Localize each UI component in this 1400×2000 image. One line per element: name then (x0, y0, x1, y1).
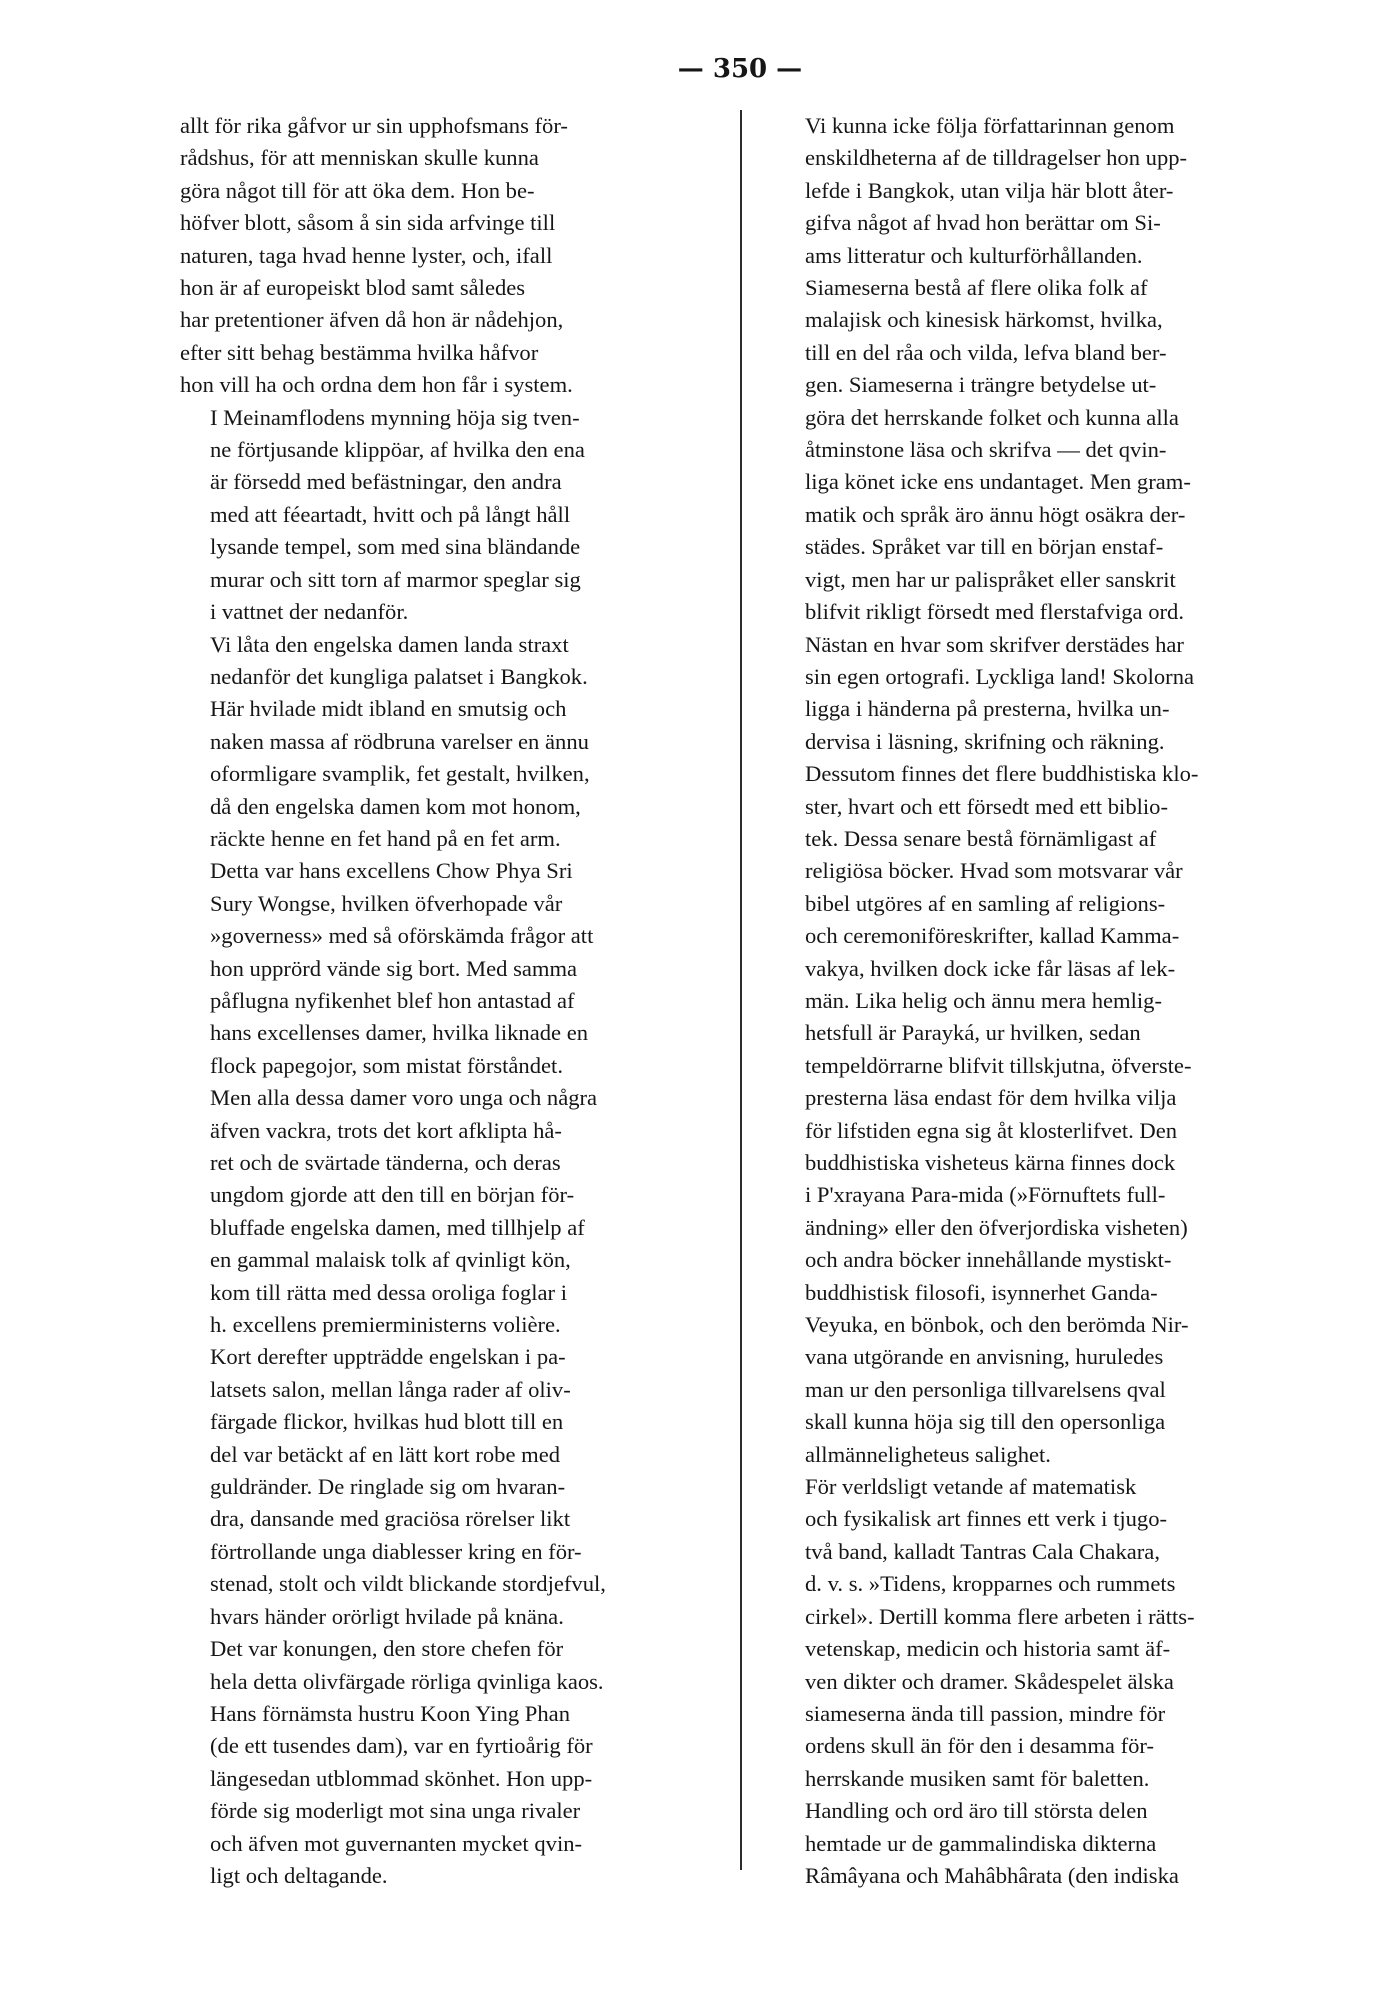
text-line: I Meinamflodens mynning höja sig tven- (210, 404, 580, 430)
paragraph (775, 1471, 1307, 1892)
text-line: sin egen ortografi. Lyckliga land! Skolorna (805, 663, 1195, 689)
column-divider (740, 110, 742, 1870)
text-line: vana utgörande en anvisning, huruledes (805, 1344, 1164, 1370)
text-line: naken massa af rödbruna varelser en ännu (210, 728, 589, 754)
text-line: ven dikter och dramer. Skådespelet älska (805, 1668, 1174, 1694)
text-line: del var betäckt af en lätt kort robe med (210, 1441, 561, 1467)
text-line: ligt och deltagande. (210, 1862, 388, 1888)
text-line: i P'xrayana Para-mida (»Förnuftets full- (805, 1182, 1166, 1208)
text-line: ordens skull än för den i desamma för- (805, 1733, 1155, 1759)
text-line: liga könet icke ens undantaget. Men gram- (805, 469, 1191, 495)
text-line: lefde i Bangkok, utan vilja här blott åter- (805, 177, 1174, 203)
text-line: Hans förnämsta hustru Koon Ying Phan (210, 1700, 570, 1726)
text-line: hon är af europeiskt blod samt således (180, 275, 526, 301)
text-line: vakya, hvilken dock icke får läsas af lek- (805, 955, 1176, 981)
text-line: »governess» med så oförskämda frågor att (210, 923, 594, 949)
text-line: städes. Språket var till en början enstaf- (805, 534, 1164, 560)
text-line: lysande tempel, som med sina bländande (210, 534, 581, 560)
text-line: Siameserna bestå af flere olika folk af (805, 275, 1148, 301)
text-line: Kort derefter uppträdde engelskan i pa- (210, 1344, 566, 1370)
text-line: stenad, stolt och vildt blickande stordjefvul, (210, 1571, 606, 1597)
text-line: i vattnet der nedanför. (210, 599, 409, 625)
text-line: bibel utgöres af en samling af religions- (805, 890, 1166, 916)
text-line: hon vill ha och ordna dem hon får i system. (180, 372, 573, 398)
text-line: ret och de svärtade tänderna, och deras (210, 1150, 561, 1175)
text-line: Sury Wongse, hvilken öfverhopade vår (210, 890, 563, 916)
text-line: hela detta olivfärgade rörliga qvinliga kaos. (210, 1668, 604, 1694)
text-line: och andra böcker innehållande mystiskt- (805, 1247, 1172, 1273)
text-line: påflugna nyfikenhet blef hon antastad af (210, 987, 575, 1013)
text-line: Nästan en hvar som skrifver derstädes har (805, 631, 1184, 657)
text-line: Här hvilade midt ibland en smutsig och (210, 696, 567, 722)
text-line: är försedd med befästningar, den andra (210, 469, 562, 495)
left-column (180, 110, 712, 1892)
text-line: åtminstone läsa och skrifva — det qvin- (805, 437, 1167, 463)
text-line: herrskande musiken samt för baletten. (805, 1765, 1150, 1791)
text-line: Dessutom finnes det flere buddhistiska klo- (805, 761, 1199, 787)
text-line: vigt, men har ur palispråket eller sanskrit (805, 566, 1176, 592)
text-line: hemtade ur de gammalindiska dikterna (805, 1830, 1157, 1856)
text-line: kom till rätta med dessa oroliga foglar i (210, 1279, 568, 1305)
text-line: med att féeartadt, hvitt och på långt håll (210, 501, 571, 527)
text-line: guldränder. De ringlade sig om hvaran- (210, 1474, 566, 1500)
text-line: ne förtjusande klippöar, af hvilka den ena (210, 437, 585, 463)
text-line: för lifstiden egna sig åt klosterlifvet. Den (805, 1117, 1178, 1143)
page-number: — 350 — (677, 54, 803, 84)
text-line: nedanför det kungliga palatset i Bangkok. (210, 663, 588, 689)
text-line: flock papegojor, som mistat förståndet. (210, 1052, 563, 1078)
text-line: siameserna ända till passion, mindre för (805, 1700, 1166, 1726)
text-line: Vi låta den engelska damen landa straxt (210, 631, 569, 657)
text-line: färgade flickor, hvilkas hud blott till en (210, 1409, 564, 1435)
text-line: blifvit rikligt försedt med flerstafviga ord. (805, 599, 1184, 625)
paragraph (180, 110, 712, 402)
text-line: höfver blott, såsom å sin sida arfvinge till (180, 210, 556, 236)
text-line: då den engelska damen kom mot honom, (210, 793, 581, 819)
text-line: gifva något af hvad hon berättar om Si- (805, 210, 1161, 236)
text-line: göra det herrskande folket och kunna alla (805, 404, 1179, 430)
paragraph (180, 629, 712, 1893)
text-line: bluffade engelska damen, med tillhjelp af (210, 1214, 585, 1240)
text-line: förde sig moderligt mot sina unga rivaler (210, 1798, 581, 1824)
text-line: Râmâyana och Mahâbhârata (den indiska (805, 1862, 1179, 1888)
text-line: och fysikalisk art finnes ett verk i tjugo- (805, 1506, 1168, 1532)
text-line: till en del råa och vilda, lefva bland ber- (805, 339, 1167, 365)
text-line: murar och sitt torn af marmor speglar sig (210, 566, 581, 592)
text-line: män. Lika helig och ännu mera hemlig- (805, 987, 1162, 1013)
text-line: räckte henne en fet hand på en fet arm. (210, 825, 561, 851)
text-line: presterna läsa endast för dem hvilka vilja (805, 1085, 1177, 1111)
text-line: och ceremoniföreskrifter, kallad Kamma- (805, 923, 1180, 949)
text-line: efter sitt behag bestämma hvilka håfvor (180, 339, 539, 365)
text-line: Men alla dessa damer voro unga och några (210, 1085, 598, 1111)
text-line: religiösa böcker. Hvad som motsvarar vår (805, 858, 1183, 884)
text-line: hvars händer orörligt hvilade på knäna. (210, 1603, 564, 1629)
text-line: allt för rika gåfvor ur sin upphofsmans för- (180, 113, 568, 138)
text-line: ams litteratur och kulturförhållanden. (805, 242, 1143, 268)
text-line: dervisa i läsning, skrifning och räkning. (805, 728, 1165, 754)
text-line: har pretentioner äfven då hon är nådehjon, (180, 307, 564, 333)
text-line: (de ett tusendes dam), var en fyrtioårig för (210, 1733, 593, 1759)
text-line: latsets salon, mellan långa rader af oliv- (210, 1376, 571, 1402)
text-line: dra, dansande med graciösa rörelser likt (210, 1506, 571, 1532)
text-line: Vi kunna icke följa författarinnan genom (805, 113, 1175, 138)
text-line: vetenskap, medicin och historia samt äf- (805, 1636, 1171, 1662)
text-line: malajisk och kinesisk härkomst, hvilka, (805, 307, 1163, 333)
text-line: naturen, taga hvad henne lyster, och, ifall (180, 242, 553, 268)
text-line: cirkel». Dertill komma flere arbeten i rätts- (805, 1603, 1195, 1629)
paragraph (775, 110, 1307, 272)
text-line: Handling och ord äro till största delen (805, 1798, 1148, 1824)
text-line: längesedan utblommad skönhet. Hon upp- (210, 1765, 593, 1791)
text-line: Det var konungen, den store chefen för (210, 1636, 564, 1662)
paragraph (775, 272, 1307, 1471)
text-line: tempeldörrarne blifvit tillskjutna, öfverste- (805, 1052, 1192, 1078)
text-line: gen. Siameserna i trängre betydelse ut- (805, 372, 1157, 398)
text-line: göra något till för att öka dem. Hon be- (180, 177, 535, 203)
text-line: hon upprörd vände sig bort. Med samma (210, 955, 578, 981)
text-line: buddhistisk filosofi, isynnerhet Ganda- (805, 1279, 1158, 1305)
text-line: tek. Dessa senare bestå förnämligast af (805, 825, 1157, 851)
text-line: h. excellens premierministerns volière. (210, 1312, 561, 1338)
text-line: och äfven mot guvernanten mycket qvin- (210, 1830, 583, 1856)
text-line: Veyuka, en bönbok, och den berömda Nir- (805, 1312, 1189, 1338)
text-line: ligga i händerna på presterna, hvilka un- (805, 696, 1170, 722)
text-line: hetsfull är Parayká, ur hvilken, sedan (805, 1020, 1141, 1046)
text-line: skall kunna höja sig till den opersonliga (805, 1409, 1166, 1435)
text-line: Detta var hans excellens Chow Phya Sri (210, 858, 573, 884)
text-line: oformligare svamplik, fet gestalt, hvilken, (210, 761, 590, 787)
right-column (775, 110, 1307, 1892)
text-line: rådshus, för att menniskan skulle kunna (180, 145, 539, 171)
text-line: ändning» eller den öfverjordiska visheten) (805, 1214, 1188, 1240)
text-line: d. v. s. »Tidens, kropparnes och rummets (805, 1571, 1176, 1597)
text-line: ungdom gjorde att den till en början för- (210, 1182, 575, 1208)
text-line: matik och språk äro ännu högt osäkra der- (805, 501, 1186, 527)
text-line: förtrollande unga diablesser kring en för- (210, 1538, 582, 1564)
text-line: två band, kalladt Tantras Cala Chakara, (805, 1538, 1160, 1564)
text-line: äfven vackra, trots det kort afklipta hå- (210, 1117, 562, 1143)
text-line: enskildheterna af de tilldragelser hon upp- (805, 145, 1188, 171)
text-line: hans excellenses damer, hvilka liknade en (210, 1020, 589, 1046)
text-line: en gammal malaisk tolk af qvinligt kön, (210, 1247, 571, 1273)
text-line: ster, hvart och ett försedt med ett biblio- (805, 793, 1169, 819)
text-line: allmänneligheteus salighet. (805, 1441, 1051, 1467)
text-line: För verldsligt vetande af matematisk (805, 1474, 1137, 1500)
text-line: buddhistiska visheteus kärna finnes dock (805, 1150, 1176, 1175)
text-line: man ur den personliga tillvarelsens qval (805, 1376, 1166, 1402)
paragraph (180, 402, 712, 629)
